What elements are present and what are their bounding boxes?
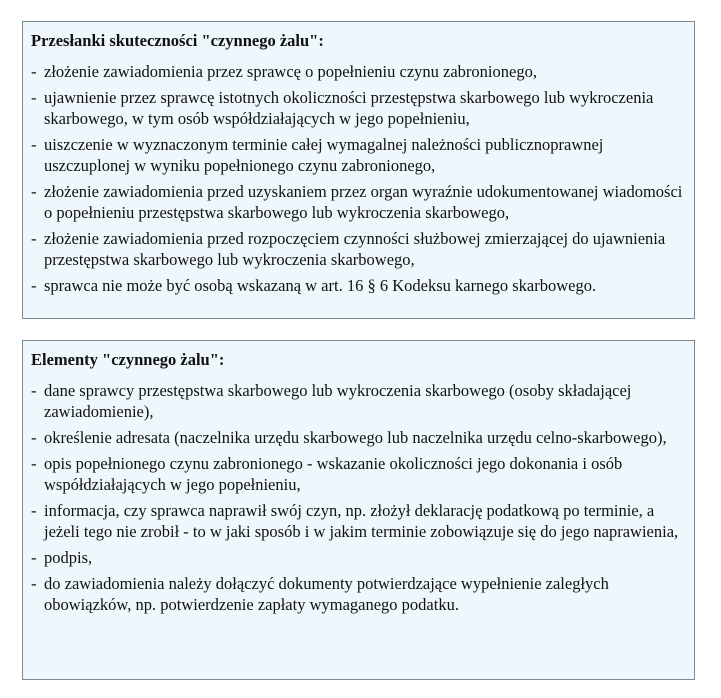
list-item: - podpis, [31,547,684,568]
elements-list [31,380,684,615]
conditions-box [22,21,695,319]
conditions-title: Przesłanki skuteczności "czynnego żalu": [31,31,324,50]
list-item: - do zawiadomienia należy dołączyć dokumenty potwierdzające wypełnienie zaległych obowiązków, np. potwierdzenie zapłaty wymaganego podatku. [31,573,684,615]
list-item: - złożenie zawiadomienia przez sprawcę o popełnieniu czynu zabronionego, [31,61,684,82]
elements-title: Elementy "czynnego żalu": [31,350,225,369]
list-item: - informacja, czy sprawca naprawił swój czyn, np. złożył deklarację podatkową po terminie, a jeżeli tego nie zrobił - to w jaki sposób i w jakim terminie zobowiązuje się do jego naprawienia, [31,500,684,542]
list-item: - ujawnienie przez sprawcę istotnych okoliczności przestępstwa skarbowego lub wykroczenia skarbowego, w tym osób współdziałających w jego popełnieniu, [31,87,684,129]
list-item: - złożenie zawiadomienia przed uzyskaniem przez organ wyraźnie udokumentowanej wiadomości o popełnieniu przestępstwa skarbowego lub wykroczenia skarbowego, [31,181,684,223]
list-item: - dane sprawcy przestępstwa skarbowego lub wykroczenia skarbowego (osoby składającej zawiadomienie), [31,380,684,422]
list-item: - określenie adresata (naczelnika urzędu skarbowego lub naczelnika urzędu celno-skarbowego), [31,427,684,448]
list-item: - uiszczenie w wyznaczonym terminie całej wymagalnej należności publicznoprawnej uszczuplonej w wyniku popełnionego czynu zabronionego, [31,134,684,176]
list-item: - opis popełnionego czynu zabronionego - wskazanie okoliczności jego dokonania i osób współdziałających w jego popełnieniu, [31,453,684,495]
list-item: - sprawca nie może być osobą wskazaną w art. 16 § 6 Kodeksu karnego skarbowego. [31,275,684,296]
elements-box [22,340,695,680]
list-item: - złożenie zawiadomienia przed rozpoczęciem czynności służbowej zmierzającej do ujawnienia przestępstwa skarbowego lub wykroczenia skarbowego, [31,228,684,270]
conditions-list [31,61,684,296]
